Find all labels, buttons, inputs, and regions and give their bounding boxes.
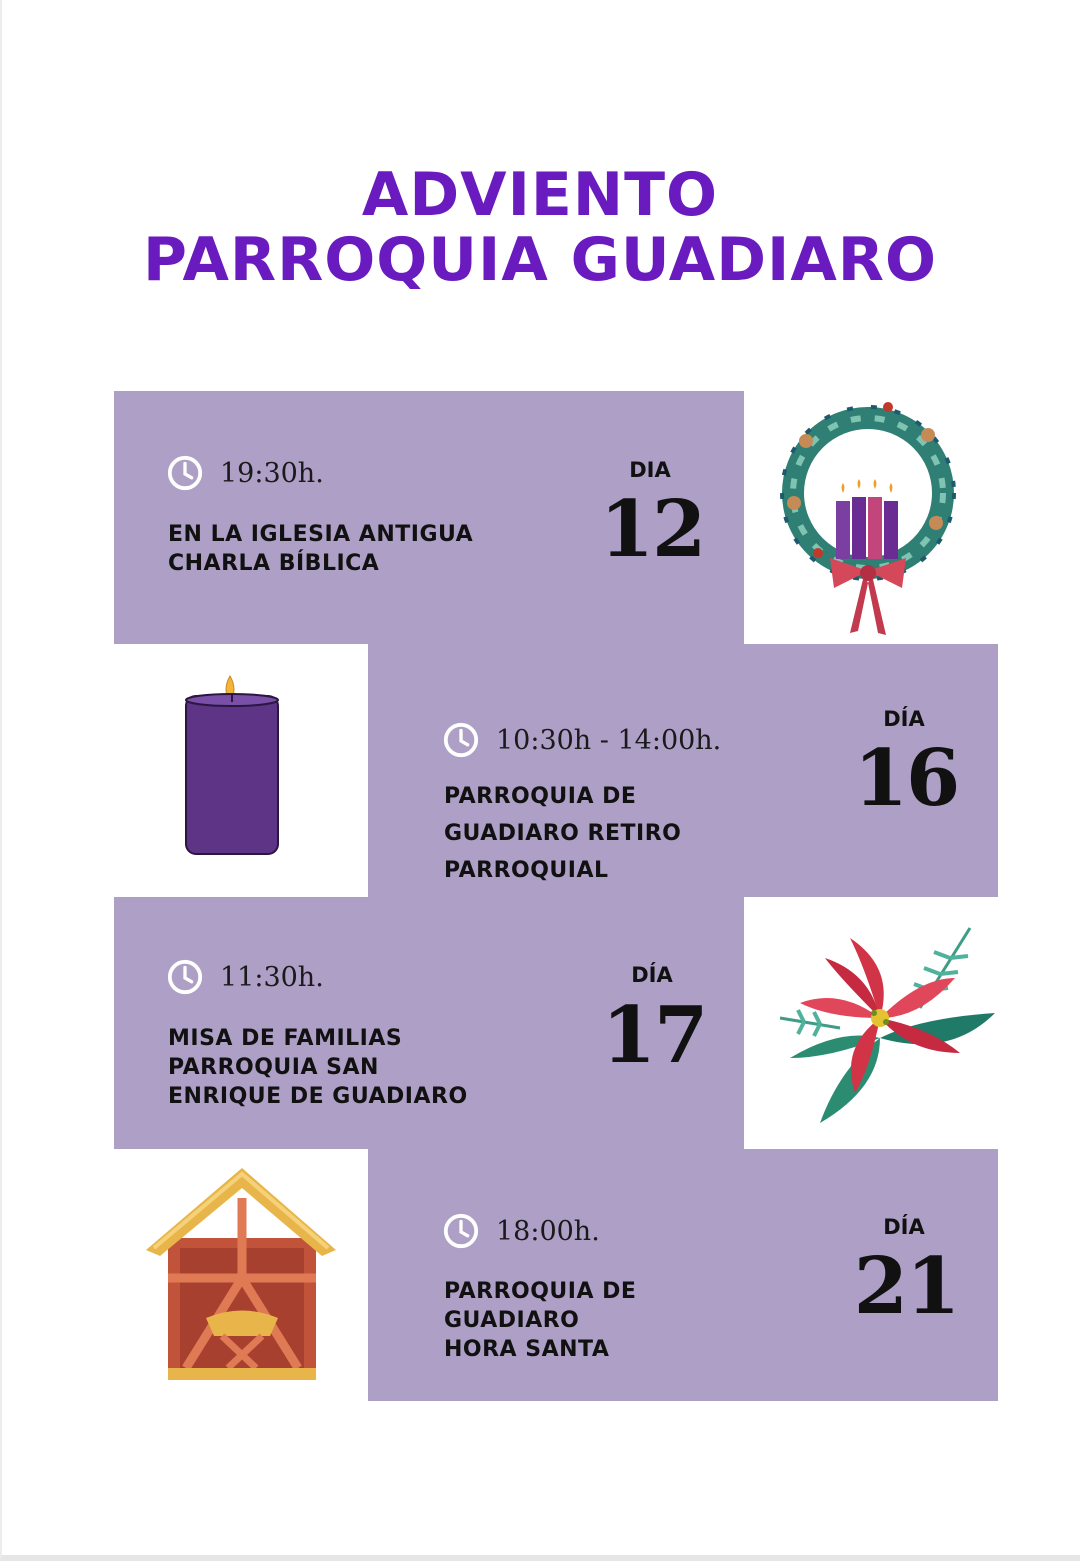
- event-time-2: [442, 721, 721, 759]
- event-description-line: HORA SANTA: [444, 1337, 610, 1362]
- event-day-label-4: DÍA: [883, 1215, 925, 1239]
- event-time-1: [166, 454, 324, 492]
- clock-icon: [442, 1212, 480, 1250]
- event-time-3: [166, 958, 324, 996]
- event-description-line: PARROQUIA SAN: [168, 1055, 379, 1080]
- event-time-text: 10:30h - 14:00h.: [496, 724, 722, 756]
- event-day-number-1: 12: [599, 484, 705, 575]
- event-description-line: PARROQUIA DE: [444, 1279, 637, 1304]
- page-title: ADVIENTO: [361, 160, 719, 230]
- event-description-line: ENRIQUE DE GUADIARO: [168, 1084, 468, 1109]
- event-description-line: EN LA IGLESIA ANTIGUA: [168, 522, 474, 547]
- clock-icon: [166, 958, 204, 996]
- event-description-1: [168, 520, 473, 578]
- event-day-number-3: 17: [601, 990, 707, 1081]
- poinsettia-icon: [770, 918, 1000, 1128]
- clock-icon: [442, 721, 480, 759]
- event-day-label-2: DÍA: [883, 707, 925, 731]
- event-description-4: [444, 1277, 636, 1364]
- event-time-4: [442, 1212, 600, 1250]
- advent-wreath-icon: [758, 393, 978, 643]
- event-time-text: 19:30h.: [220, 457, 324, 489]
- event-description-line: PARROQUIA DE: [444, 784, 637, 809]
- event-time-text: 18:00h.: [496, 1215, 600, 1247]
- event-time-text: 11:30h.: [220, 961, 324, 993]
- candle-icon: [182, 672, 282, 862]
- event-day-label-3: DÍA: [631, 963, 673, 987]
- event-day-number-2: 16: [853, 733, 959, 824]
- event-description-line: PARROQUIAL: [444, 858, 609, 883]
- event-description-2: [444, 778, 681, 889]
- event-day-number-4: 21: [853, 1241, 959, 1332]
- event-description-3: [168, 1024, 468, 1111]
- event-description-line: CHARLA BÍBLICA: [168, 551, 380, 576]
- event-day-label-1: DIA: [629, 458, 671, 482]
- page-subtitle: PARROQUIA GUADIARO: [142, 225, 937, 295]
- clock-icon: [166, 454, 204, 492]
- event-description-line: GUADIARO: [444, 1308, 580, 1333]
- event-description-line: GUADIARO RETIRO: [444, 821, 682, 846]
- nativity-stable-icon: [146, 1168, 336, 1383]
- event-description-line: MISA DE FAMILIAS: [168, 1026, 403, 1051]
